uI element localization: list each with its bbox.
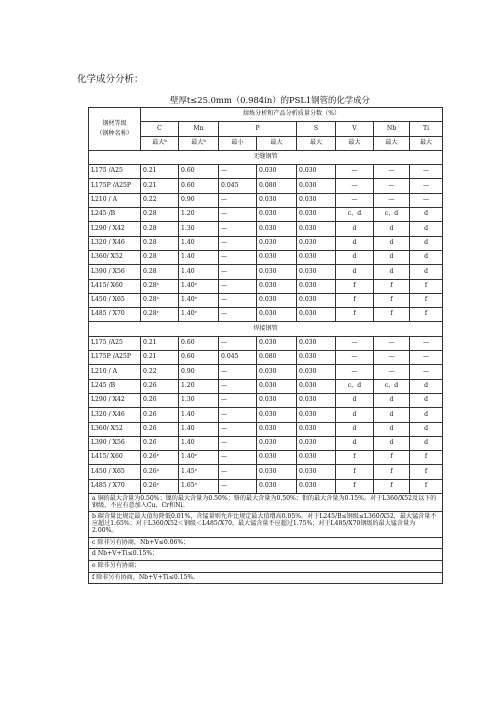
table-row [89, 208, 443, 222]
value-cell: — [219, 365, 257, 379]
value-cell: 0.030 [257, 465, 297, 479]
value-cell: 0.030 [297, 436, 336, 450]
value-cell: f [336, 308, 374, 322]
value-cell: 0.030 [297, 479, 336, 493]
footnote-row [89, 549, 443, 561]
value-cell: 0.28 [141, 208, 179, 222]
value-cell: 0.080 [257, 179, 297, 193]
limit-header-cell: 最大ᵇ [179, 136, 219, 150]
value-cell: 0.030 [297, 379, 336, 393]
value-cell: 0.030 [297, 351, 336, 365]
group-header-cell: 熔炼分析和产品分析质量分数（%） [141, 108, 443, 122]
value-cell: 1.20 [179, 208, 219, 222]
value-cell: 0.26ᵉ [141, 479, 179, 493]
value-cell: 0.26 [141, 436, 179, 450]
value-cell: 0.045 [219, 351, 257, 365]
value-cell: 1.40 [179, 265, 219, 279]
table-row [89, 479, 443, 493]
value-cell: 0.030 [257, 422, 297, 436]
value-cell: 0.030 [297, 165, 336, 179]
value-cell: 0.030 [297, 336, 336, 350]
footnote-text: f 除非另有协商，Nb+V+Ti≤0.15%。 [89, 572, 443, 584]
value-cell: — [410, 336, 443, 350]
value-cell: 0.030 [257, 336, 297, 350]
grade-cell: L245 /B [89, 379, 141, 393]
value-cell: d [410, 422, 443, 436]
value-cell: — [410, 365, 443, 379]
value-cell: — [219, 479, 257, 493]
section-header-row [89, 322, 443, 336]
value-cell: — [219, 165, 257, 179]
value-cell: 0.21 [141, 351, 179, 365]
value-cell: 0.030 [257, 308, 297, 322]
value-cell: 0.030 [297, 408, 336, 422]
value-cell: 1.40ᵉ [179, 293, 219, 307]
value-cell: d [410, 379, 443, 393]
value-cell: 0.030 [257, 451, 297, 465]
value-cell: 0.60 [179, 165, 219, 179]
grade-cell: L415/ X60 [89, 451, 141, 465]
value-cell: 0.60 [179, 336, 219, 350]
value-cell: 1.30 [179, 393, 219, 407]
value-cell: f [336, 465, 374, 479]
value-cell: d [374, 393, 410, 407]
value-cell: — [410, 165, 443, 179]
value-cell: — [219, 293, 257, 307]
element-header-mn: Mn [179, 122, 219, 136]
value-cell: 0.030 [297, 265, 336, 279]
table-caption: 壁厚t≤25.0mm（0.984in）的PSL1钢管的化学成分 [170, 95, 370, 105]
value-cell: d [410, 408, 443, 422]
value-cell: — [374, 179, 410, 193]
table-row [89, 293, 443, 307]
limit-header-cell: 最大 [336, 136, 374, 150]
value-cell: 0.60 [179, 179, 219, 193]
value-cell: 0.030 [297, 293, 336, 307]
grade-cell: L390 / X56 [89, 265, 141, 279]
limit-header-cell: 最大 [374, 136, 410, 150]
value-cell: 0.90 [179, 193, 219, 207]
chemical-composition-table [88, 107, 443, 584]
value-cell: f [410, 279, 443, 293]
table-row [89, 250, 443, 264]
value-cell: c、d [336, 208, 374, 222]
value-cell: — [219, 265, 257, 279]
table-row [89, 179, 443, 193]
value-cell: 0.030 [257, 193, 297, 207]
footnote-row [89, 512, 443, 537]
value-cell: 0.030 [257, 222, 297, 236]
table-row [89, 393, 443, 407]
value-cell: 1.40ᵉ [179, 279, 219, 293]
value-cell: — [410, 179, 443, 193]
value-cell: — [336, 365, 374, 379]
value-cell: 0.030 [257, 479, 297, 493]
value-cell: — [374, 165, 410, 179]
value-cell: — [219, 222, 257, 236]
value-cell: — [219, 451, 257, 465]
value-cell: 0.90 [179, 365, 219, 379]
value-cell: — [336, 165, 374, 179]
value-cell: 0.030 [297, 365, 336, 379]
value-cell: 0.030 [297, 465, 336, 479]
grade-cell: L290 / X42 [89, 222, 141, 236]
value-cell: d [374, 408, 410, 422]
grade-cell: L390 / X56 [89, 436, 141, 450]
grade-cell: L485 / X70 [89, 479, 141, 493]
value-cell: f [410, 451, 443, 465]
grade-cell: L175P /A25P [89, 351, 141, 365]
value-cell: — [336, 336, 374, 350]
value-cell: — [374, 365, 410, 379]
value-cell: 1.40ᵉ [179, 451, 219, 465]
grade-cell: L175P /A25P [89, 179, 141, 193]
limit-header-cell: 最小 [219, 136, 257, 150]
value-cell: — [219, 250, 257, 264]
value-cell: — [336, 179, 374, 193]
footnote-text: c 除非另有协商，Nb+V≤0.06%； [89, 537, 443, 549]
value-cell: 0.26ᵉ [141, 465, 179, 479]
value-cell: — [336, 193, 374, 207]
value-cell: — [219, 208, 257, 222]
value-cell: 0.21 [141, 336, 179, 350]
value-cell: 0.030 [257, 393, 297, 407]
value-cell: 0.030 [257, 436, 297, 450]
value-cell: — [219, 436, 257, 450]
value-cell: 0.030 [257, 293, 297, 307]
value-cell: 1.40 [179, 250, 219, 264]
footnote-text: d Nb+V+Ti≤0.15%； [89, 549, 443, 561]
grade-cell: L210 / A [89, 365, 141, 379]
value-cell: 0.030 [257, 279, 297, 293]
value-cell: f [336, 293, 374, 307]
value-cell: d [374, 265, 410, 279]
value-cell: f [410, 465, 443, 479]
element-header-s: S [297, 122, 336, 136]
table-row [89, 236, 443, 250]
table-row [89, 408, 443, 422]
value-cell: 0.28 [141, 250, 179, 264]
value-cell: — [219, 393, 257, 407]
value-cell: f [336, 451, 374, 465]
value-cell: d [410, 250, 443, 264]
value-cell: — [219, 465, 257, 479]
grade-cell: L360/ X52 [89, 422, 141, 436]
element-header-v: V [336, 122, 374, 136]
value-cell: d [410, 222, 443, 236]
grade-cell: L450 / X65 [89, 465, 141, 479]
value-cell: d [336, 222, 374, 236]
value-cell: f [336, 479, 374, 493]
table-row [89, 279, 443, 293]
value-cell: d [336, 436, 374, 450]
value-cell: 1.40ᵉ [179, 308, 219, 322]
table-header-row [89, 108, 443, 122]
value-cell: d [410, 393, 443, 407]
value-cell: d [374, 250, 410, 264]
value-cell: d [410, 436, 443, 450]
table-row [89, 165, 443, 179]
value-cell: 0.030 [297, 308, 336, 322]
value-cell: f [374, 308, 410, 322]
value-cell: — [219, 236, 257, 250]
limit-header-cell: 最大 [410, 136, 443, 150]
footnote-text: a 铜的最大含量为0.50%；镍的最大含量为0.50%；铬的最大含量为0.50%；钼的最大含量为0.15%。对于L360/X52及以下的钢级，不应有意加入Cu、Cr和Ni。 [89, 494, 443, 512]
grade-cell: L210 / A [89, 193, 141, 207]
value-cell: f [374, 479, 410, 493]
value-cell: 0.030 [257, 408, 297, 422]
grade-header-line1: 钢材等级 [102, 120, 127, 128]
value-cell: 0.28ᵉ [141, 293, 179, 307]
footnote-row [89, 572, 443, 584]
element-header-ti: Ti [410, 122, 443, 136]
value-cell: 0.030 [257, 236, 297, 250]
footnote-row [89, 494, 443, 512]
value-cell: 0.28ᵉ [141, 308, 179, 322]
grade-cell: L485 / X70 [89, 308, 141, 322]
limit-header-row [89, 136, 443, 150]
value-cell: 1.45ᵉ [179, 465, 219, 479]
value-cell: — [374, 193, 410, 207]
table-row [89, 436, 443, 450]
value-cell: 0.030 [257, 265, 297, 279]
value-cell: — [219, 336, 257, 350]
value-cell: d [336, 422, 374, 436]
value-cell: d [374, 222, 410, 236]
value-cell: 0.030 [257, 208, 297, 222]
section-title: 焊接钢管 [89, 322, 443, 336]
value-cell: 1.40 [179, 408, 219, 422]
value-cell: — [219, 193, 257, 207]
grade-header-cell [89, 108, 141, 151]
value-cell: d [336, 393, 374, 407]
element-header-nb: Nb [374, 122, 410, 136]
value-cell: 0.28ᵉ [141, 279, 179, 293]
value-cell: 0.030 [297, 179, 336, 193]
value-cell: 0.21 [141, 179, 179, 193]
table-row [89, 379, 443, 393]
value-cell: 0.030 [257, 379, 297, 393]
value-cell: 1.40 [179, 436, 219, 450]
value-cell: 0.26 [141, 379, 179, 393]
grade-cell: L450 / X65 [89, 293, 141, 307]
value-cell: c、d [374, 379, 410, 393]
value-cell: f [336, 279, 374, 293]
value-cell: — [219, 279, 257, 293]
value-cell: 0.030 [297, 451, 336, 465]
value-cell: d [336, 236, 374, 250]
table-row [89, 465, 443, 479]
value-cell: 0.030 [297, 393, 336, 407]
value-cell: d [410, 236, 443, 250]
value-cell: 0.030 [297, 279, 336, 293]
value-cell: 0.030 [297, 222, 336, 236]
value-cell: d [336, 250, 374, 264]
value-cell: — [219, 308, 257, 322]
table-row [89, 193, 443, 207]
value-cell: 0.22 [141, 365, 179, 379]
value-cell: 0.030 [257, 365, 297, 379]
element-header-row [89, 122, 443, 136]
footnote-text: e 除非另有协商； [89, 560, 443, 572]
grade-cell: L245 /B [89, 208, 141, 222]
table-row [89, 308, 443, 322]
limit-header-cell: 最大ᵇ [141, 136, 179, 150]
footnote-row [89, 537, 443, 549]
grade-cell: L320 / X46 [89, 408, 141, 422]
limit-header-cell: 最大 [297, 136, 336, 150]
section-title: 无缝钢管 [89, 150, 443, 164]
value-cell: 1.40 [179, 422, 219, 436]
value-cell: f [374, 293, 410, 307]
value-cell: d [410, 265, 443, 279]
value-cell: 0.030 [297, 208, 336, 222]
value-cell: — [374, 336, 410, 350]
value-cell: d [374, 422, 410, 436]
table-row [89, 351, 443, 365]
section-header-row [89, 150, 443, 164]
value-cell: c、d [336, 379, 374, 393]
grade-cell: L175 /A25 [89, 336, 141, 350]
value-cell: 0.26 [141, 393, 179, 407]
grade-header-line2: （钢种名称） [96, 129, 133, 137]
value-cell: 0.26ᵉ [141, 451, 179, 465]
table-row [89, 265, 443, 279]
table-row [89, 336, 443, 350]
value-cell: 1.65ᵉ [179, 479, 219, 493]
value-cell: f [374, 279, 410, 293]
value-cell: 1.40 [179, 236, 219, 250]
value-cell: d [374, 236, 410, 250]
element-header-p: P [219, 122, 297, 136]
value-cell: d [336, 408, 374, 422]
value-cell: 0.28 [141, 265, 179, 279]
grade-cell: L175 /A25 [89, 165, 141, 179]
grade-cell: L360/ X52 [89, 250, 141, 264]
limit-header-cell: 最大 [257, 136, 297, 150]
section-heading: 化学成分分析： [77, 74, 144, 85]
value-cell: f [374, 451, 410, 465]
value-cell: — [219, 422, 257, 436]
value-cell: 0.030 [257, 165, 297, 179]
value-cell: 0.60 [179, 351, 219, 365]
value-cell: — [410, 351, 443, 365]
value-cell: 0.045 [219, 179, 257, 193]
value-cell: d [336, 265, 374, 279]
value-cell: 0.28 [141, 236, 179, 250]
value-cell: 0.030 [257, 250, 297, 264]
footnote-text: b 碳含量比规定最大值每降低0.01%，含锰量则允许比规定最大值增高0.05%。对于L245/B≤钢级≤L360/X52，最大锰含量不应超过1.65%；对于L360/X52＜钢级＜L485/X70，最大锰含量不应超过1.75%；对于L485/X70钢级的最大锰含量为2.00%。 [89, 512, 443, 537]
value-cell: 0.080 [257, 351, 297, 365]
value-cell: d [374, 436, 410, 450]
value-cell: 0.030 [297, 250, 336, 264]
table-row [89, 365, 443, 379]
grade-cell: L320 / X46 [89, 236, 141, 250]
table-row [89, 422, 443, 436]
value-cell: — [374, 351, 410, 365]
value-cell: — [336, 351, 374, 365]
grade-cell: L415/ X60 [89, 279, 141, 293]
value-cell: 1.20 [179, 379, 219, 393]
value-cell: 0.22 [141, 193, 179, 207]
grade-cell: L290 / X42 [89, 393, 141, 407]
value-cell: 0.26 [141, 422, 179, 436]
value-cell: c、d [374, 208, 410, 222]
value-cell: 0.21 [141, 165, 179, 179]
value-cell: f [410, 479, 443, 493]
value-cell: d [410, 208, 443, 222]
value-cell: — [410, 193, 443, 207]
value-cell: f [410, 293, 443, 307]
element-header-c: C [141, 122, 179, 136]
value-cell: f [410, 308, 443, 322]
value-cell: 0.030 [297, 422, 336, 436]
value-cell: 0.030 [297, 193, 336, 207]
footnote-row [89, 560, 443, 572]
value-cell: — [219, 379, 257, 393]
value-cell: 0.28 [141, 222, 179, 236]
value-cell: 0.26 [141, 408, 179, 422]
table-row [89, 451, 443, 465]
value-cell: — [219, 408, 257, 422]
value-cell: 0.030 [297, 236, 336, 250]
value-cell: 1.30 [179, 222, 219, 236]
table-row [89, 222, 443, 236]
value-cell: f [374, 465, 410, 479]
